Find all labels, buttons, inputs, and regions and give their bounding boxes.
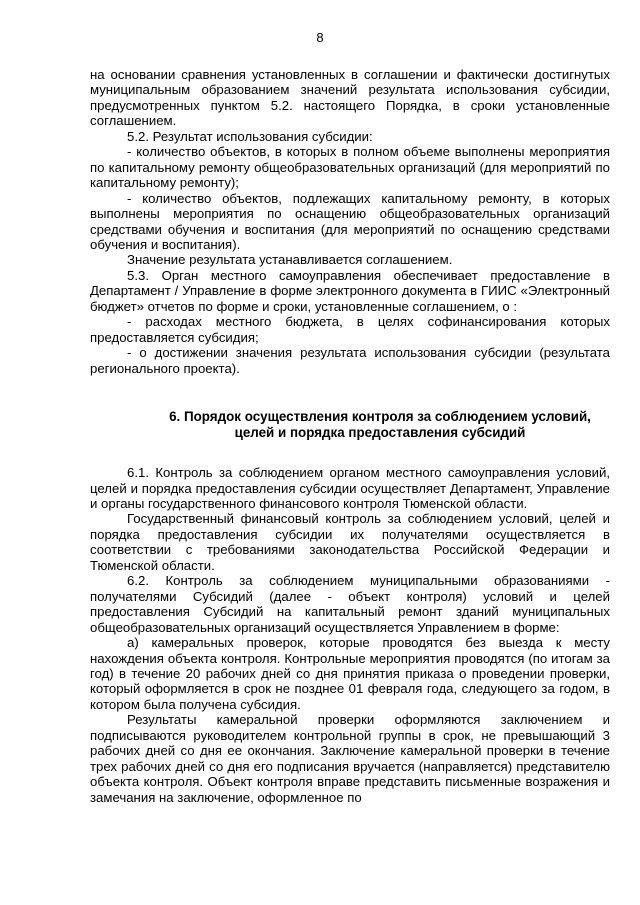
paragraph: 5.3. Орган местного самоуправления обеспечивает предоставление в Департамент / Управление в форме электронного документа в ГИИС «Электронный бюджет» отчетов по форме и сроки, установленные соглашением, о : — [90, 267, 610, 314]
paragraph: Результаты камеральной проверки оформляются заключением и подписываются руководителем контрольной группы в срок, не превышающий 3 рабочих дней со дня ее окончания. Заключение камеральной проверки в течение трех рабочих дней со дня его подписания вручается (направляется) представителю объекта контроля. Объект контроля вправе представить письменные возражения и замечания на заключение, оформленное по — [90, 712, 610, 805]
paragraph: Значение результата устанавливается соглашением. — [127, 252, 453, 268]
paragraph: - расходах местного бюджета, в целях софинансирования которых предоставляется субсидия; — [90, 314, 610, 345]
section-6-text — [90, 465, 610, 805]
paragraph: - количество объектов, в которых в полном объеме выполнены мероприятия по капитальному ремонту общеобразовательных организаций (для мероприятий по капитальному ремонту); — [90, 144, 610, 191]
paragraph: 6.2. Контроль за соблюдением муниципальными образованиями - получателями Субсидий (далее - объект контроля) условий и целей предоставления Субсидий на капитальный ремонт зданий муниципальных общеобразовательных организаций осуществляется Управлением в форме: — [90, 573, 610, 635]
page-number: 8 — [316, 30, 324, 45]
section-5-text — [90, 67, 610, 376]
paragraph: Государственный финансовый контроль за соблюдением условий, целей и порядка предоставления субсидии их получателями осуществляется в соответствии с требованиями законодательства Российской Федерации и Тюменской области. — [90, 511, 610, 573]
paragraph: 5.2. Результат использования субсидии: — [127, 128, 373, 144]
document-body — [90, 67, 610, 805]
paragraph: на основании сравнения установленных в соглашении и фактически достигнутых муниципальным образованием значений результата использования субсидии, предусмотренных пунктом 5.2. настоящего Порядка, в сроки установленные соглашением. — [90, 67, 610, 129]
paragraph: - о достижении значения результата использования субсидии (результата регионального проекта). — [90, 345, 610, 376]
paragraph: 6.1. Контроль за соблюдением органом местного самоуправления условий, целей и порядка предоставления субсидии осуществляет Департамент, Управление и органы государственного финансового контроля Тюменской области. — [90, 465, 610, 511]
heading-line: целей и порядка предоставления субсидий — [234, 425, 526, 441]
paragraph: а) камеральных проверок, которые проводятся без выезда к месту нахождения объекта контроля. Контрольные мероприятия проводятся (по итогам за год) в течение 20 рабочих дней со дня принятия приказа о проведении проверки, который оформляется в срок не позднее 01 февраля года, следующего за годом, в котором была получена субсидия. — [90, 635, 610, 712]
paragraph: - количество объектов, подлежащих капитальному ремонту, в которых выполнены мероприятия по оснащению общеобразовательных организаций средствами обучения и воспитания (для мероприятий по оснащению средствами обучения и воспитания). — [90, 190, 610, 252]
section-6-heading — [90, 409, 610, 441]
heading-line: 6. Порядок осуществления контроля за соблюдением условий, — [169, 409, 591, 425]
